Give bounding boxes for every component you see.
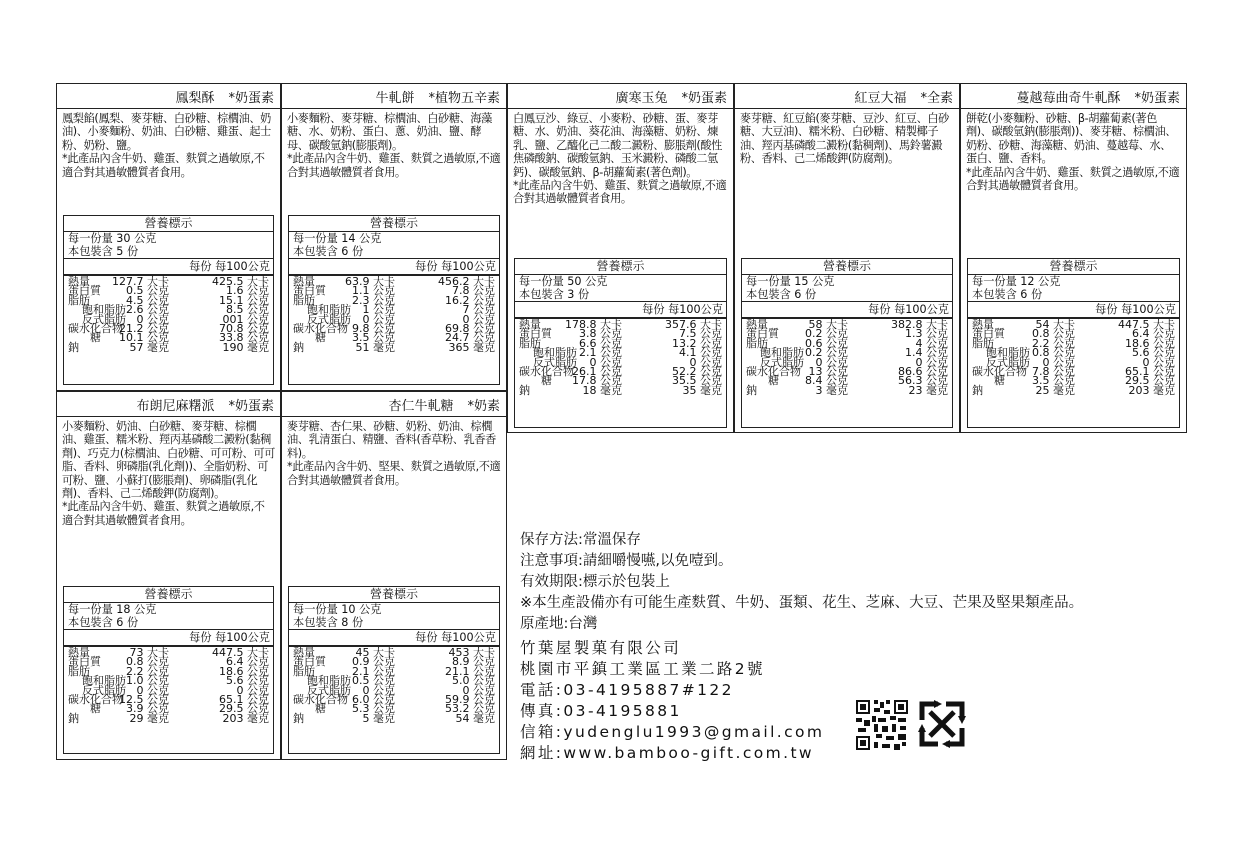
nutrient-label: 熱量	[68, 275, 90, 288]
column-header: 每份 每100公克	[968, 301, 1179, 319]
ingredients	[282, 417, 506, 487]
serving-size: 每一份量 10 公克	[293, 603, 382, 616]
ingredients	[282, 109, 506, 179]
ingredients	[57, 417, 280, 527]
per-100g-value: 5.6 公克	[226, 674, 269, 688]
per-serving-value: 21.2 公克	[119, 321, 169, 335]
per-serving-value: 0 公克	[815, 355, 848, 369]
product-name: 牛軋餅	[375, 90, 415, 106]
nutrient-label: 鈉	[293, 711, 304, 725]
nutrient-label: 脂肪	[68, 293, 90, 307]
per-100g-value: 86.6 公克	[898, 364, 948, 378]
product-name: 杏仁牛軋糖	[388, 398, 454, 414]
company-name: 竹葉屋製菓有限公司	[520, 639, 682, 657]
per-100g-value: 29.5 公克	[1125, 374, 1175, 388]
per-serving-value: 2.2 公克	[1032, 336, 1075, 350]
per-serving-value: 5 毫克	[362, 711, 395, 725]
per-serving-value: 58 大卡	[808, 318, 848, 331]
qr-code-icon	[856, 700, 908, 750]
company-website: 網址:www.bamboo-gift.com.tw	[520, 744, 814, 762]
product-header	[282, 392, 506, 417]
per-serving-value: 0.6 公克	[805, 336, 848, 350]
per-100g-value: 453 大卡	[448, 646, 495, 659]
allergen-warning: *此產品內含牛奶、雞蛋、麩質之過敏原,不適合對其過敏體質者食用。	[513, 179, 727, 206]
nutrition-row	[289, 711, 499, 725]
per-serving-value: 51 毫克	[355, 340, 395, 354]
per-serving-value: 7.8 公克	[1032, 364, 1075, 378]
per-100g-value: 4 公克	[915, 336, 948, 350]
nutrient-label: 反式脂肪	[760, 355, 804, 369]
nutrition-table	[63, 215, 274, 385]
nutrient-label: 飽和脂肪	[307, 303, 351, 317]
column-header: 每份 每100公克	[742, 301, 952, 319]
product-panel	[281, 391, 507, 760]
nutrient-label: 糖	[541, 374, 552, 388]
ingredients-text: 白鳳豆沙、綠豆、小麥粉、砂糖、蛋、麥芽糖、水、奶油、葵花油、海藻糖、奶粉、煉乳、鹽、乙醯化己二酸二澱粉、膨脹劑(酸性焦磷酸鈉、碳酸氫鈉、玉米澱粉、磷酸二氫鈣)、碳酸氫鈉、β-胡蘿蔔素(著色劑)。	[513, 112, 722, 179]
diet-tag: *奶蛋素	[681, 90, 727, 106]
per-100g-value: 7.5 公克	[679, 327, 722, 341]
per-100g-value: 35.5 公克	[672, 374, 722, 388]
per-100g-value: 1.6 公克	[226, 284, 269, 298]
per-100g-value: 13.2 公克	[672, 336, 722, 350]
nutrition-title: 營養標示	[515, 259, 726, 275]
per-100g-value: 15.1 公克	[219, 293, 269, 307]
product-header	[508, 84, 733, 109]
ingredients	[508, 109, 733, 206]
product-name: 布朗尼麻糬派	[136, 398, 215, 414]
per-serving-value: 10.1 公克	[119, 331, 169, 345]
per-100g-value: 203 毫克	[222, 711, 269, 725]
nutrient-label: 反式脂肪	[82, 683, 126, 697]
nutrient-label: 糖	[90, 702, 101, 716]
per-serving-value: 45 大卡	[355, 646, 395, 659]
nutrition-table	[967, 258, 1180, 428]
column-header: 每份 每100公克	[64, 629, 273, 647]
per-serving-value: 29 毫克	[129, 711, 169, 725]
product-name: 鳳梨酥	[175, 90, 215, 106]
per-100g-value: 65.1 公克	[219, 692, 269, 706]
nutrient-label: 蛋白質	[68, 284, 101, 298]
per-serving-value: 0 公克	[362, 312, 395, 326]
product-header	[282, 84, 506, 109]
nutrition-title: 營養標示	[289, 587, 499, 603]
per-100g-value: 1.4 公克	[905, 346, 948, 360]
per-serving-value: 57 毫克	[129, 340, 169, 354]
servings-per-package: 本包裝含 6 份	[68, 615, 139, 629]
per-100g-value: 8.5 公克	[226, 303, 269, 317]
per-100g-value: 6.4 公克	[1132, 327, 1175, 341]
nutrient-label: 碳水化合物	[68, 692, 123, 706]
per-serving-value: 26.1 公克	[572, 364, 622, 378]
nutrient-label: 碳水化合物	[519, 364, 574, 378]
per-100g-value: 0 公克	[689, 355, 722, 369]
nutrient-label: 鈉	[746, 383, 757, 397]
nutrient-label: 鈉	[972, 383, 983, 397]
product-panel	[960, 83, 1187, 433]
per-serving-value: 1.1 公克	[352, 284, 395, 298]
servings-per-package: 本包裝含 5 份	[68, 244, 139, 258]
per-serving-value: 0.2 公克	[805, 327, 848, 341]
per-100g-value: 0 公克	[236, 683, 269, 697]
nutrient-label: 碳水化合物	[68, 321, 123, 335]
per-100g-value: 0 公克	[1142, 355, 1175, 369]
per-100g-value: 70.8 公克	[219, 321, 269, 335]
nutrient-label: 脂肪	[972, 336, 994, 350]
product-panel	[507, 83, 734, 433]
diet-tag: *奶蛋素	[228, 90, 274, 106]
product-panel	[281, 83, 507, 391]
allergen-warning: *此產品內含牛奶、雞蛋、麩質之過敏原,不適合對其過敏體質者食用。	[62, 152, 265, 179]
facility-allergen-note: ※本生產設備亦有可能生產麩質、牛奶、蛋類、花生、芝麻、大豆、芒果及堅果類產品。	[520, 595, 1084, 611]
nutrition-rows	[289, 647, 499, 723]
per-serving-value: 18 毫克	[582, 383, 622, 397]
storage-method: 保存方法:常溫保存	[520, 532, 641, 548]
expiry: 有效期限:標示於包裝上	[520, 574, 670, 590]
nutrient-label: 蛋白質	[293, 655, 326, 669]
per-100g-value: 56.3 公克	[898, 374, 948, 388]
per-serving-value: 1.0 公克	[126, 674, 169, 688]
nutrient-label: 反式脂肪	[533, 355, 577, 369]
nutrient-label: 熱量	[972, 318, 994, 331]
nutrient-label: 熱量	[519, 318, 541, 331]
nutrient-label: 鈉	[68, 711, 79, 725]
allergen-warning: *此產品內含牛奶、雞蛋、麩質之過敏原,不適合對其過敏體質者食用。	[287, 152, 501, 179]
per-100g-value: 8.9 公克	[452, 655, 495, 669]
per-100g-value: 33.8 公克	[219, 331, 269, 345]
nutrient-label: 熱量	[746, 318, 768, 331]
per-100g-value: 0 公克	[915, 355, 948, 369]
nutrition-rows	[64, 647, 273, 723]
company-email: 信箱:yudenglu1993@gmail.com	[520, 723, 825, 741]
per-serving-value: 2.6 公克	[126, 303, 169, 317]
ingredients	[735, 109, 959, 166]
diet-tag: *奶素	[467, 398, 500, 414]
ingredients-text: 鳳梨餡(鳳梨、麥芽糖、白砂糖、棕櫚油、奶油)、小麥麵粉、奶油、白砂糖、雞蛋、起士粉、奶粉、鹽。	[62, 112, 271, 152]
per-serving-value: 0.5 公克	[352, 674, 395, 688]
company-fax: 傳真:03-4195881	[520, 702, 682, 720]
company-info	[520, 638, 824, 764]
serving-info	[289, 232, 499, 258]
per-serving-value: 3.5 公克	[352, 331, 395, 345]
serving-info	[289, 603, 499, 629]
column-header: 每份 每100公克	[289, 258, 499, 276]
per-serving-value: 2.1 公克	[352, 664, 395, 678]
per-serving-value: 25 毫克	[1035, 383, 1075, 397]
per-100g-value: 365 毫克	[448, 340, 495, 354]
nutrient-label: 鈉	[519, 383, 530, 397]
product-header	[57, 392, 280, 417]
per-100g-value: 0 公克	[462, 312, 495, 326]
per-serving-value: 3.9 公克	[126, 702, 169, 716]
nutrition-title: 營養標示	[289, 216, 499, 232]
per-serving-value: 0 公克	[1042, 355, 1075, 369]
nutrition-title: 營養標示	[742, 259, 952, 275]
serving-size: 每一份量 12 公克	[972, 275, 1061, 288]
per-serving-value: 3.5 公克	[1032, 374, 1075, 388]
serving-size: 每一份量 50 公克	[519, 275, 608, 288]
diet-tag: *植物五辛素	[428, 90, 500, 106]
company-phone: 電話:03-4195887#122	[520, 681, 734, 699]
nutrition-table	[741, 258, 953, 428]
per-serving-value: 0.8 公克	[1032, 327, 1075, 341]
serving-size: 每一份量 14 公克	[293, 232, 382, 245]
nutrition-row	[64, 711, 273, 725]
per-100g-value: 357.6 大卡	[665, 318, 722, 331]
per-100g-value: 21.1 公克	[445, 664, 495, 678]
per-100g-value: 69.8 公克	[445, 321, 495, 335]
per-100g-value: 54 毫克	[455, 711, 495, 725]
per-serving-value: 0.8 公克	[1032, 346, 1075, 360]
nutrition-table	[514, 258, 727, 428]
servings-per-package: 本包裝含 6 份	[746, 287, 817, 301]
per-100g-value: 65.1 公克	[1125, 364, 1175, 378]
diet-tag: *全素	[920, 90, 953, 106]
nutrition-row	[64, 340, 273, 354]
nutrient-label: 飽和脂肪	[533, 346, 577, 360]
serving-size: 每一份量 30 公克	[68, 232, 157, 245]
nutrient-label: 反式脂肪	[307, 683, 351, 697]
nutrition-row	[742, 383, 952, 397]
per-100g-value: 29.5 公克	[219, 702, 269, 716]
serving-info	[742, 275, 952, 301]
product-header	[57, 84, 280, 109]
product-info	[520, 530, 1083, 635]
ingredients	[57, 109, 280, 179]
nutrient-label: 熱量	[293, 646, 315, 659]
per-100g-value: 24.7 公克	[445, 331, 495, 345]
diet-tag: *奶蛋素	[228, 398, 274, 414]
nutrient-label: 碳水化合物	[746, 364, 801, 378]
per-100g-value: 425.5 大卡	[212, 275, 269, 288]
nutrient-label: 鈉	[68, 340, 79, 354]
per-100g-value: 18.6 公克	[219, 664, 269, 678]
ingredients-text: 小麥麵粉、奶油、白砂糖、麥芽糖、棕櫚油、雞蛋、糯米粉、羥丙基磷酸二澱粉(黏稠劑)、巧克力(棕櫚油、白砂糖、可可粉、可可脂、香料、卵磷脂(乳化劑))、全脂奶粉、可可粉、鹽、小蘇打(膨脹劑)、卵磷脂(乳化劑)、香料、己二烯酸鉀(防腐劑)。	[62, 420, 275, 501]
per-100g-value: 456.2 大卡	[438, 275, 495, 288]
column-header: 每份 每100公克	[64, 258, 273, 276]
per-serving-value: 2.1 公克	[579, 346, 622, 360]
servings-per-package: 本包裝含 3 份	[519, 287, 590, 301]
nutrient-label: 脂肪	[293, 664, 315, 678]
nutrient-label: 熱量	[68, 646, 90, 659]
nutrient-label: 脂肪	[519, 336, 541, 350]
nutrient-label: 蛋白質	[972, 327, 1005, 341]
per-serving-value: 2.3 公克	[352, 293, 395, 307]
nutrient-label: 飽和脂肪	[82, 303, 126, 317]
product-panel	[734, 83, 960, 433]
per-100g-value: 1.3 公克	[905, 327, 948, 341]
per-serving-value: 0.9 公克	[352, 655, 395, 669]
product-name: 蔓越莓曲奇牛軋酥	[1016, 90, 1121, 106]
per-serving-value: 3 毫克	[815, 383, 848, 397]
recycle-symbol-icon	[916, 698, 968, 750]
per-serving-value: 0.2 公克	[805, 346, 848, 360]
per-serving-value: 127.7 大卡	[112, 275, 169, 288]
per-serving-value: 0 公克	[362, 683, 395, 697]
notice: 注意事項:請細嚼慢嚥,以免噎到。	[520, 553, 733, 569]
nutrition-title: 營養標示	[64, 587, 273, 603]
nutrition-rows	[742, 319, 952, 395]
per-100g-value: 5.0 公克	[452, 674, 495, 688]
per-100g-value: 52.2 公克	[672, 364, 722, 378]
per-serving-value: 0.5 公克	[126, 284, 169, 298]
product-header	[961, 84, 1186, 109]
per-100g-value: 5.6 公克	[1132, 346, 1175, 360]
per-serving-value: 0 公克	[589, 355, 622, 369]
nutrition-row	[289, 340, 499, 354]
company-address: 桃園市平鎮工業區工業二路2號	[520, 660, 765, 678]
nutrient-label: 蛋白質	[746, 327, 779, 341]
per-100g-value: 7.8 公克	[452, 284, 495, 298]
per-serving-value: 8.4 公克	[805, 374, 848, 388]
nutrition-table	[288, 215, 500, 385]
serving-info	[64, 232, 273, 258]
nutrient-label: 反式脂肪	[307, 312, 351, 326]
column-header: 每份 每100公克	[515, 301, 726, 319]
nutrition-title: 營養標示	[968, 259, 1179, 275]
nutrition-rows	[64, 276, 273, 352]
nutrient-label: 蛋白質	[519, 327, 552, 341]
allergen-warning: *此產品內含牛奶、雞蛋、麩質之過敏原,不適合對其過敏體質者食用。	[62, 500, 265, 527]
ingredients-text: 麥芽糖、紅豆餡(麥芽糖、豆沙、紅豆、白砂糖、大豆油)、糯米粉、白砂糖、精製椰子油、羥丙基磷酸二澱粉(黏稠劑)、馬鈴薯澱粉、香料、己二烯酸鉀(防腐劑)。	[740, 112, 949, 166]
per-serving-value: 0 公克	[136, 683, 169, 697]
serving-size: 每一份量 15 公克	[746, 275, 835, 288]
nutrition-rows	[289, 276, 499, 352]
per-serving-value: 0.8 公克	[126, 655, 169, 669]
nutrition-row	[968, 383, 1179, 397]
per-serving-value: 12.5 公克	[119, 692, 169, 706]
nutrient-label: 脂肪	[293, 293, 315, 307]
origin: 原產地:台灣	[520, 616, 598, 632]
nutrient-label: 脂肪	[746, 336, 768, 350]
product-header	[735, 84, 959, 109]
nutrient-label: 熱量	[293, 275, 315, 288]
nutrient-label: 蛋白質	[68, 655, 101, 669]
nutrient-label: 飽和脂肪	[986, 346, 1030, 360]
nutrient-label: 碳水化合物	[293, 321, 348, 335]
nutrition-title: 營養標示	[64, 216, 273, 232]
per-serving-value: 6.6 公克	[579, 336, 622, 350]
per-100g-value: 18.6 公克	[1125, 336, 1175, 350]
per-serving-value: 178.8 大卡	[565, 318, 622, 331]
nutrition-row	[515, 383, 726, 397]
per-100g-value: 0 公克	[462, 683, 495, 697]
serving-info	[515, 275, 726, 301]
per-100g-value: 382.8 大卡	[891, 318, 948, 331]
ingredients	[961, 109, 1186, 192]
nutrient-label: 飽和脂肪	[760, 346, 804, 360]
per-100g-value: 4.1 公克	[679, 346, 722, 360]
nutrient-label: 反式脂肪	[986, 355, 1030, 369]
per-serving-value: 9.8 公克	[352, 321, 395, 335]
per-100g-value: 203 毫克	[1128, 383, 1175, 397]
nutrient-label: 飽和脂肪	[307, 674, 351, 688]
product-name: 紅豆大福	[854, 90, 907, 106]
per-serving-value: 2.2 公克	[126, 664, 169, 678]
nutrient-label: 鈉	[293, 340, 304, 354]
per-100g-value: 23 毫克	[908, 383, 948, 397]
nutrition-table	[63, 586, 274, 754]
product-panel	[56, 391, 281, 760]
ingredients-text: 麥芽糖、杏仁果、砂糖、奶粉、奶油、棕櫚油、乳清蛋白、精鹽、香料(香草粉、乳香香料)。	[287, 420, 496, 460]
product-panel	[56, 83, 281, 391]
per-serving-value: 5.3 公克	[352, 702, 395, 716]
servings-per-package: 本包裝含 6 份	[972, 287, 1043, 301]
per-100g-value: 59.9 公克	[445, 692, 495, 706]
serving-info	[968, 275, 1179, 301]
nutrient-label: 糖	[768, 374, 779, 388]
ingredients-text: 餅乾(小麥麵粉、砂糖、β-胡蘿蔔素(著色劑)、碳酸氫鈉(膨脹劑))、麥芽糖、棕櫚油、奶粉、砂糖、海藻糖、奶油、蔓越莓、水、蛋白、鹽、香料。	[966, 112, 1177, 166]
nutrition-table	[288, 586, 500, 754]
product-name: 廣寒玉兔	[615, 90, 668, 106]
per-100g-value: 53.2 公克	[445, 702, 495, 716]
per-serving-value: 63.9 大卡	[345, 275, 395, 288]
per-100g-value: 6.4 公克	[226, 655, 269, 669]
per-100g-value: 447.5 大卡	[212, 646, 269, 659]
servings-per-package: 本包裝含 6 份	[293, 244, 364, 258]
per-100g-value: 190 毫克	[222, 340, 269, 354]
ingredients-text: 小麥麵粉、麥芽糖、棕櫚油、白砂糖、海藻糖、水、奶粉、蛋白、蔥、奶油、鹽、酵母、碳酸氫鈉(膨脹劑)。	[287, 112, 492, 152]
per-serving-value: 4.5 公克	[126, 293, 169, 307]
servings-per-package: 本包裝含 8 份	[293, 615, 364, 629]
nutrient-label: 碳水化合物	[293, 692, 348, 706]
per-serving-value: 17.8 公克	[572, 374, 622, 388]
nutrient-label: 糖	[315, 331, 326, 345]
per-serving-value: 73 大卡	[129, 646, 169, 659]
serving-size: 每一份量 18 公克	[68, 603, 157, 616]
allergen-warning: *此產品內含牛奶、堅果、麩質之過敏原,不適合對其過敏體質者食用。	[287, 460, 501, 487]
nutrient-label: 碳水化合物	[972, 364, 1027, 378]
nutrient-label: 脂肪	[68, 664, 90, 678]
nutrient-label: 反式脂肪	[82, 312, 126, 326]
per-serving-value: 13 公克	[808, 364, 848, 378]
serving-info	[64, 603, 273, 629]
per-100g-value: 447.5 大卡	[1118, 318, 1175, 331]
nutrition-rows	[968, 319, 1179, 395]
nutrition-rows	[515, 319, 726, 395]
column-header: 每份 每100公克	[289, 629, 499, 647]
nutrient-label: 糖	[315, 702, 326, 716]
nutrient-label: 飽和脂肪	[82, 674, 126, 688]
allergen-warning: *此產品內含牛奶、雞蛋、麩質之過敏原,不適合對其過敏體質者食用。	[966, 165, 1180, 193]
nutrient-label: 蛋白質	[293, 284, 326, 298]
per-serving-value: 1 公克	[362, 303, 395, 317]
nutrient-label: 糖	[90, 331, 101, 345]
per-serving-value: 54 大卡	[1035, 318, 1075, 331]
per-serving-value: 0 公克	[136, 312, 169, 326]
nutrient-label: 糖	[994, 374, 1005, 388]
per-serving-value: 3.8 公克	[579, 327, 622, 341]
per-serving-value: 6.0 公克	[352, 692, 395, 706]
per-100g-value: 7 公克	[462, 303, 495, 317]
per-100g-value: 35 毫克	[682, 383, 722, 397]
diet-tag: *奶蛋素	[1134, 90, 1180, 106]
per-100g-value: 16.2 公克	[445, 293, 495, 307]
per-100g-value: 001 公克	[222, 312, 269, 326]
